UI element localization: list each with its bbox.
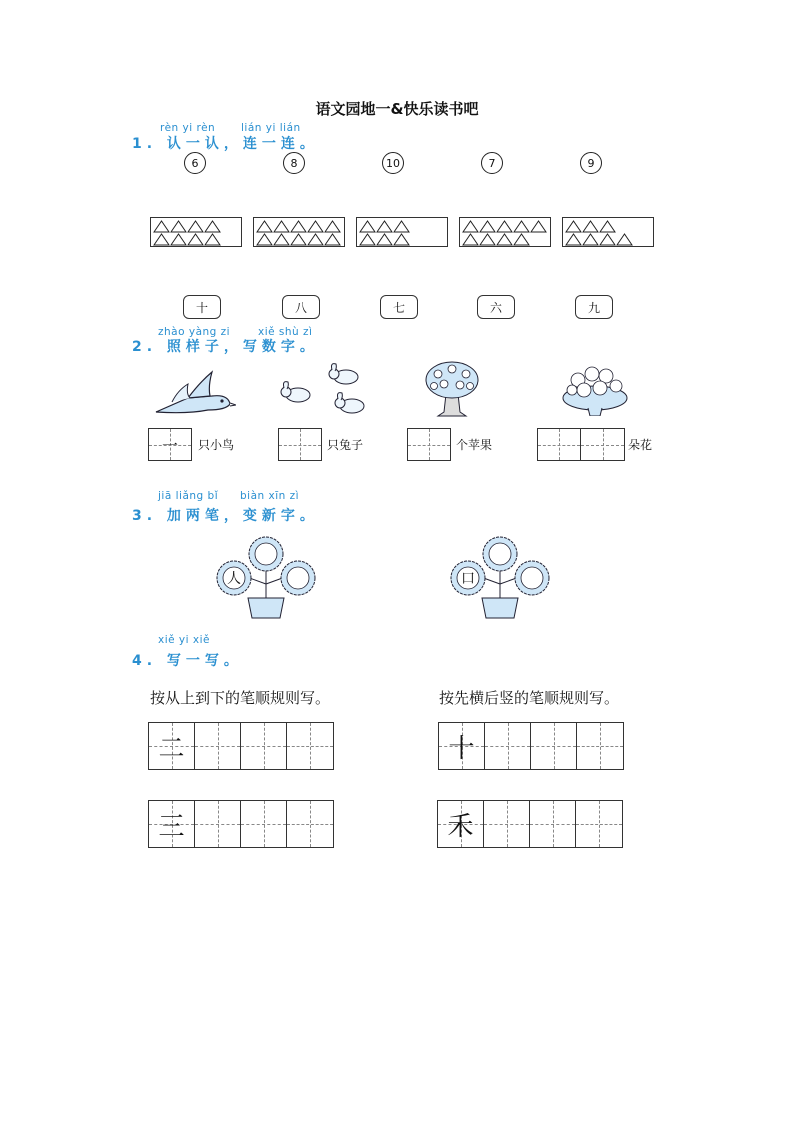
triangle-icon bbox=[480, 221, 495, 232]
triangle-group-3 bbox=[357, 218, 448, 247]
triangle-icon bbox=[308, 234, 323, 245]
triangle-group-5 bbox=[563, 218, 654, 247]
chinese-numeral-qi[interactable]: 七 bbox=[380, 295, 418, 319]
model-char-er: 二 bbox=[158, 733, 185, 764]
writing-cell[interactable] bbox=[149, 801, 195, 847]
triangle-icon bbox=[497, 234, 512, 245]
answer-bird: 一 bbox=[161, 436, 178, 455]
triangle-icon bbox=[360, 221, 375, 232]
number-circle-8[interactable]: 8 bbox=[283, 152, 305, 174]
flower-bunch-picture bbox=[558, 360, 632, 416]
triangle-icon bbox=[308, 221, 323, 232]
triangle-box-3[interactable] bbox=[356, 217, 448, 247]
writing-cell[interactable] bbox=[287, 801, 333, 847]
triangle-icon bbox=[274, 221, 289, 232]
writing-cell[interactable] bbox=[577, 723, 623, 769]
model-char-he: 禾 bbox=[447, 811, 474, 842]
instruction-right: 按先横后竖的笔顺规则写。 bbox=[439, 689, 620, 707]
triangle-icon bbox=[497, 221, 512, 232]
answer-cell[interactable] bbox=[279, 429, 321, 460]
chinese-numeral-liu[interactable]: 六 bbox=[477, 295, 515, 319]
triangle-icon bbox=[291, 234, 306, 245]
triangle-icon bbox=[583, 221, 598, 232]
triangle-icon bbox=[377, 234, 392, 245]
q3-heading: 3. 加两笔，变新字。 bbox=[132, 508, 319, 524]
triangle-box-5[interactable] bbox=[562, 217, 654, 247]
triangle-icon bbox=[257, 221, 272, 232]
page-title: 语文园地一&快乐读书吧 bbox=[315, 100, 479, 118]
triangle-box-4[interactable] bbox=[459, 217, 551, 247]
answer-grid-rabbits[interactable] bbox=[278, 428, 322, 461]
q1-pinyin-a: rèn yi rèn bbox=[160, 122, 216, 134]
writing-cell[interactable] bbox=[149, 723, 195, 769]
number-circle-9[interactable]: 9 bbox=[580, 152, 602, 174]
triangle-icon bbox=[154, 234, 169, 245]
apple-tree-picture bbox=[424, 360, 480, 418]
triangle-icon bbox=[274, 234, 289, 245]
writing-grid-he[interactable] bbox=[437, 800, 623, 848]
triangle-icon bbox=[205, 221, 220, 232]
chinese-numeral-jiu[interactable]: 九 bbox=[575, 295, 613, 319]
suffix-birds: 只小鸟 bbox=[198, 438, 235, 452]
triangle-icon bbox=[188, 221, 203, 232]
triangle-icon bbox=[600, 221, 615, 232]
suffix-flowers: 朵花 bbox=[628, 438, 653, 452]
model-char-shi: 十 bbox=[448, 733, 475, 764]
q4-heading: 4. 写一写。 bbox=[132, 653, 243, 669]
triangle-icon bbox=[291, 221, 306, 232]
chinese-numeral-ba[interactable]: 八 bbox=[282, 295, 320, 319]
writing-grid-er[interactable] bbox=[148, 722, 334, 770]
writing-cell[interactable] bbox=[241, 723, 287, 769]
flower-char-ren: 人 bbox=[227, 571, 241, 587]
chinese-numeral-shi[interactable]: 十 bbox=[183, 295, 221, 319]
answer-cell[interactable] bbox=[149, 429, 191, 460]
triangle-icon bbox=[325, 234, 340, 245]
writing-cell[interactable] bbox=[195, 723, 241, 769]
triangle-icon bbox=[463, 221, 478, 232]
q1-heading: 1. 认一认，连一连。 bbox=[132, 136, 319, 152]
triangle-icon bbox=[188, 234, 203, 245]
triangle-icon bbox=[394, 234, 409, 245]
writing-grid-san[interactable] bbox=[148, 800, 334, 848]
triangle-icon bbox=[617, 234, 632, 245]
triangle-icon bbox=[154, 221, 169, 232]
triangle-icon bbox=[257, 234, 272, 245]
writing-cell[interactable] bbox=[484, 801, 530, 847]
number-circle-7[interactable]: 7 bbox=[481, 152, 503, 174]
q2-heading: 2. 照样子，写数字。 bbox=[132, 339, 319, 355]
number-circle-10[interactable]: 10 bbox=[382, 152, 404, 174]
q3-pinyin-a: jiā liǎng bǐ bbox=[158, 490, 219, 502]
triangle-icon bbox=[566, 221, 581, 232]
q4-pinyin: xiě yi xiě bbox=[158, 634, 210, 646]
q3-pinyin-b: biàn xīn zì bbox=[240, 490, 300, 502]
q1-pinyin-b: lián yi lián bbox=[241, 122, 301, 134]
q2-pinyin-a: zhào yàng zi bbox=[158, 326, 231, 338]
triangle-box-2[interactable] bbox=[253, 217, 345, 247]
answer-cell[interactable] bbox=[408, 429, 450, 460]
suffix-rabbits: 只兔子 bbox=[327, 438, 364, 452]
answer-grid-birds[interactable] bbox=[148, 428, 192, 461]
rabbits-picture bbox=[280, 362, 378, 418]
bird-picture bbox=[148, 368, 236, 418]
writing-cell[interactable] bbox=[287, 723, 333, 769]
q2-pinyin-b: xiě shù zì bbox=[258, 326, 313, 338]
answer-grid-apples[interactable] bbox=[407, 428, 451, 461]
writing-cell[interactable] bbox=[438, 801, 484, 847]
triangle-icon bbox=[360, 234, 375, 245]
model-char-san: 三 bbox=[158, 811, 185, 842]
triangle-icon bbox=[171, 221, 186, 232]
number-circle-6[interactable]: 6 bbox=[184, 152, 206, 174]
writing-cell[interactable] bbox=[439, 723, 485, 769]
triangle-box-1[interactable] bbox=[150, 217, 242, 247]
triangle-icon bbox=[600, 234, 615, 245]
triangle-icon bbox=[171, 234, 186, 245]
writing-cell[interactable] bbox=[195, 801, 241, 847]
suffix-apples: 个苹果 bbox=[456, 438, 493, 452]
writing-cell[interactable] bbox=[530, 801, 576, 847]
triangle-icon bbox=[205, 234, 220, 245]
triangle-icon bbox=[394, 221, 409, 232]
triangle-icon bbox=[583, 234, 598, 245]
instruction-left: 按从上到下的笔顺规则写。 bbox=[150, 689, 331, 707]
writing-cell[interactable] bbox=[241, 801, 287, 847]
triangle-icon bbox=[480, 234, 495, 245]
writing-cell[interactable] bbox=[485, 723, 531, 769]
triangle-icon bbox=[566, 234, 581, 245]
triangle-icon bbox=[325, 221, 340, 232]
flower-char-kou: 口 bbox=[461, 571, 475, 587]
triangle-icon bbox=[463, 234, 478, 245]
writing-cell[interactable] bbox=[576, 801, 622, 847]
triangle-icon bbox=[531, 221, 546, 232]
triangle-group-2 bbox=[254, 218, 345, 247]
writing-cell[interactable] bbox=[531, 723, 577, 769]
answer-cell[interactable] bbox=[581, 429, 624, 460]
triangle-icon bbox=[514, 221, 529, 232]
answer-grid-flowers[interactable] bbox=[537, 428, 625, 461]
triangle-icon bbox=[377, 221, 392, 232]
answer-cell[interactable] bbox=[538, 429, 581, 460]
triangle-group-1 bbox=[151, 218, 242, 247]
triangle-icon bbox=[514, 234, 529, 245]
writing-grid-shi[interactable] bbox=[438, 722, 624, 770]
triangle-group-4 bbox=[460, 218, 551, 247]
